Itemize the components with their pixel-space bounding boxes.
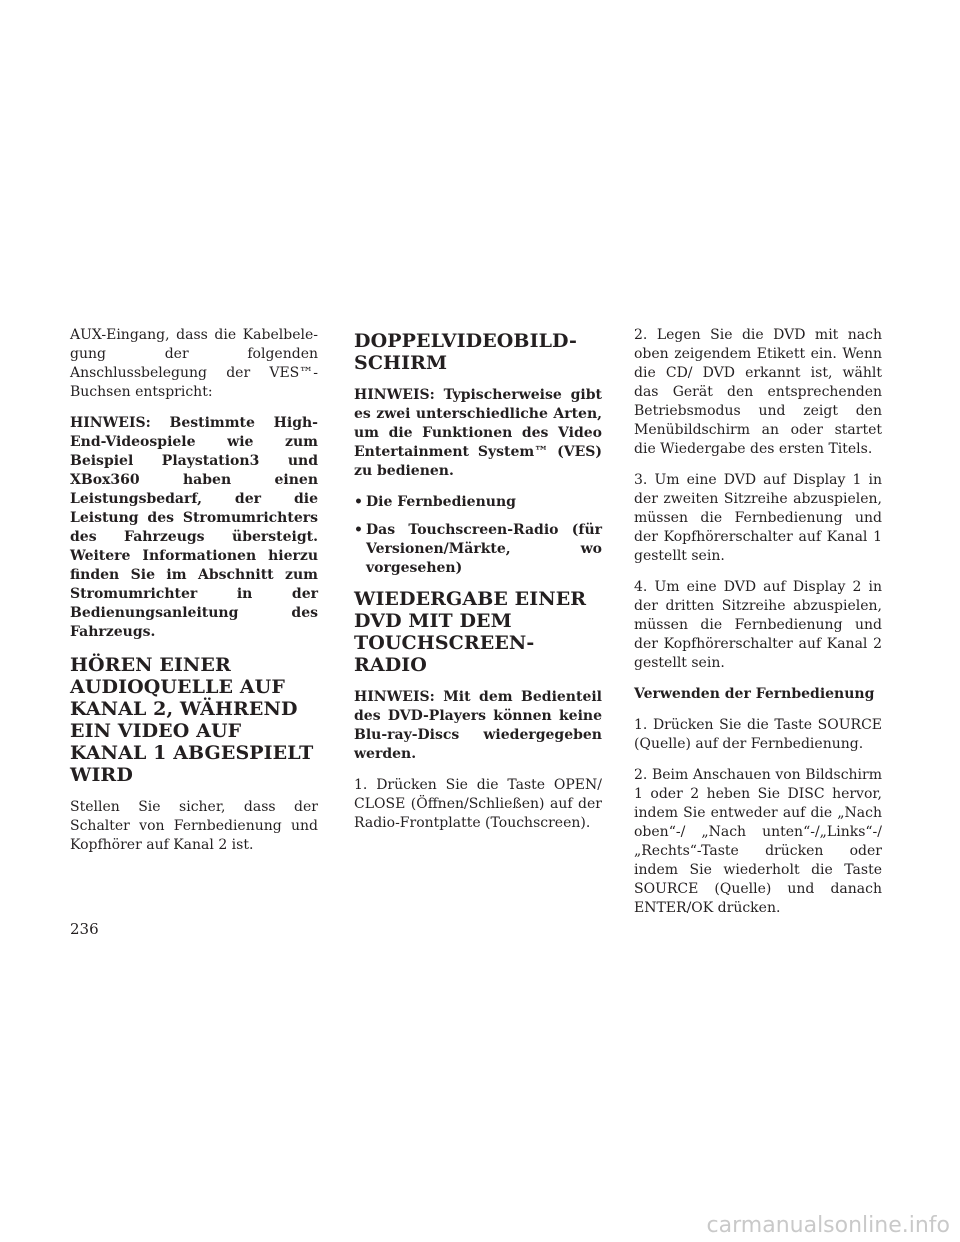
body-paragraph: Stellen Sie sicher, dass der Schalter von Fernbedienung und Kopfhörer auf Kanal 2 ist. [70,799,318,853]
section-heading: HÖREN EINER AUDIOQUELLE AUF KANAL 2, WÄHREND EIN VIDEO AUF KANAL 1 ABGESPIELT WIRD [70,654,314,786]
list-item: • Die Fernbedienung [354,494,516,510]
note-paragraph: HINWEIS: Mit dem Bedienteil des DVD-Players können keine Blu-ray-Discs wiedergegeben werden. [354,689,602,762]
body-paragraph: 1. Drücken Sie die Taste SOURCE (Quelle) auf der Fernbedienung. [634,717,882,752]
column-left [70,326,318,867]
column-right [634,326,882,930]
sub-heading: Verwenden der Fernbedienung [634,686,875,702]
body-paragraph: 2. Legen Sie die DVD mit nach oben zeigendem Etikett ein. Wenn die CD/ DVD erkannt ist, wählt das Gerät den entsprechenden Betriebsmodus und zeigt den Menübildschirm an oder startet die Wiedergabe des ersten Titels. [634,327,882,457]
column-middle [354,326,602,845]
section-heading: DOPPELVIDEOBILD-SCHIRM [354,330,577,374]
note-paragraph: HINWEIS: Typischerweise gibt es zwei unterschiedliche Arten, um die Funktionen des Video Entertainment System™ (VES) zu bedienen. [354,387,602,479]
body-paragraph: 4. Um eine DVD auf Display 2 in der dritten Sitzreihe abzuspielen, müssen die Fernbedienung und der Kopfhörerschalter auf Kanal 2 gestellt sein. [634,579,882,671]
body-paragraph: AUX-Eingang, dass die Kabelbelegung der folgenden Anschlussbelegung der VES™-Buchsen entspricht: [70,327,318,400]
bullet-icon: • [354,522,363,538]
note-paragraph: HINWEIS: Bestimmte High-End-Videospiele wie zum Beispiel Playstation3 und XBox360 haben einen Leistungsbedarf, der die Leistung des Stromumrichters des Fahrzeugs übersteigt. Weitere Informationen hierzu finden Sie im Abschnitt zum Stromumrichter in der Bedienungsanleitung des Fahrzeugs. [70,415,318,640]
bullet-icon: • [354,494,363,510]
list-item: • Das Touchscreen-Radio (für Versionen/Märkte, wo vorgesehen) [354,522,602,576]
body-paragraph: 2. Beim Anschauen von Bildschirm 1 oder 2 heben Sie DISC hervor, indem Sie entweder auf die „Nach oben“-/ „Nach unten“-/„Links“-/„Rechts“-Taste drücken oder indem Sie wiederholt die Taste SOURCE (Quelle) und danach ENTER/OK drücken. [634,767,882,916]
section-heading: WIEDERGABE EINER DVD MIT DEM TOUCHSCREEN-RADIO [354,588,587,676]
body-paragraph: 3. Um eine DVD auf Display 1 in der zweiten Sitzreihe abzuspielen, müssen die Fernbedienung und der Kopfhörerschalter auf Kanal 1 gestellt sein. [634,472,882,564]
body-paragraph: 1. Drücken Sie die Taste OPEN/ CLOSE (Öffnen/Schließen) auf der Radio-Frontplatte (Touchscreen). [354,777,602,831]
watermark: carmanualsonline.info [706,1213,950,1238]
bullet-list [354,493,602,578]
page-number: 236 [70,920,99,938]
